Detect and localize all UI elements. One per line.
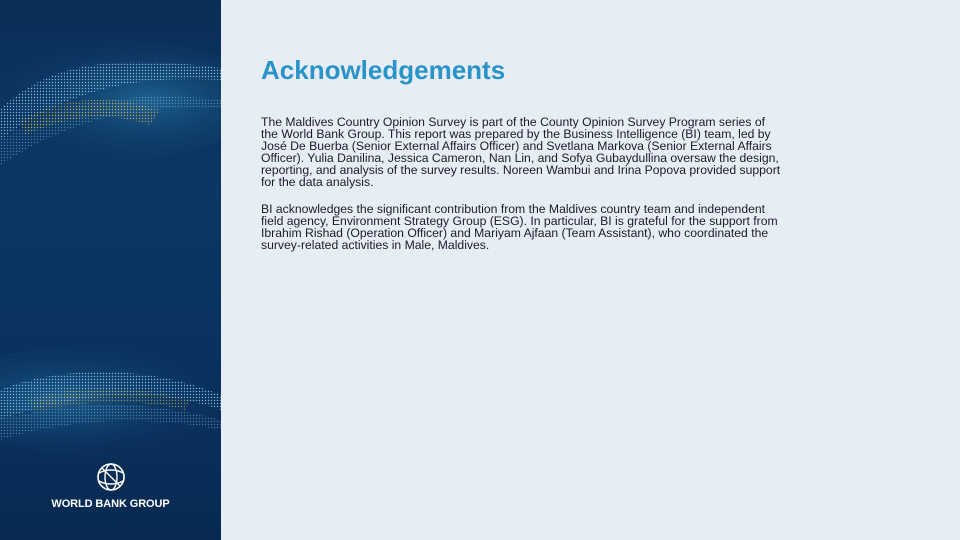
brand-name: WORLD BANK GROUP [51,498,170,510]
acknowledgement-paragraph: BI acknowledges the significant contribution from the Maldives country team and independent field agency, Environment Strategy Group (ESG). In particular, BI is grateful for the support from Ibrahim Rishad (Operation Officer) and Mariyam Ajfaan (Team Assistant), who coordinated the survey-related activities in Male, Maldives. [261,202,778,252]
sidebar-panel [0,0,221,540]
slide-title: Acknowledgements [261,55,506,85]
slide-content [261,54,781,251]
acknowledgement-paragraph: The Maldives Country Opinion Survey is part of the County Opinion Survey Program series of the World Bank Group. This report was prepared by the Business Intelligence (BI) team, led by José De Buerba (Senior External Affairs Officer) and Svetlana Markova (Senior External Affairs Officer). Yulia Danilina, Jessica Cameron, Nan Lin, and Sofya Gubaydullina oversaw the design, reporting, and analysis of the survey results. Noreen Wambui and Irina Popova provided support for the data analysis. [261,115,781,189]
world-bank-group-logo [0,462,221,510]
globe-icon [96,462,126,492]
dotted-wave-decoration [0,0,221,540]
